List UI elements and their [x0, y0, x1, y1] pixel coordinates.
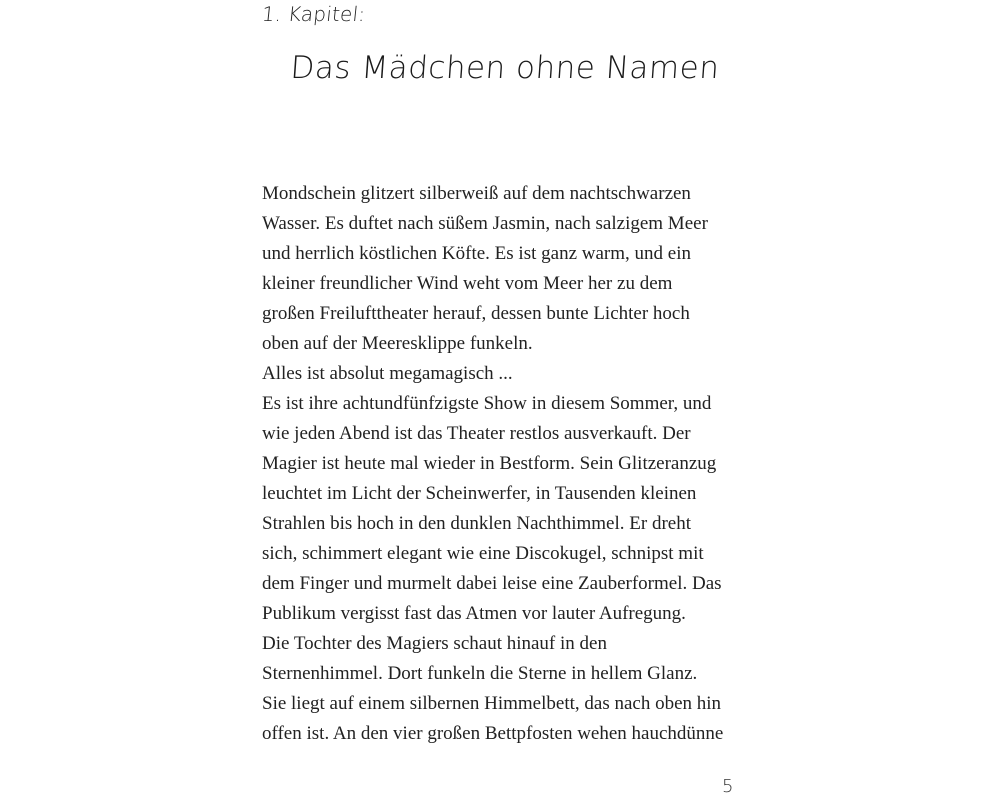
text-line: und herrlich köstlichen Köfte. Es ist ganz warm, und ein — [262, 243, 691, 264]
text-line: offen ist. An den vier großen Bettpfosten wehen hauchdünne — [262, 723, 724, 744]
page-number: 5 — [722, 776, 734, 797]
text-line: Sie liegt auf einem silbernen Himmelbett, das nach oben hin — [262, 693, 722, 714]
text-line: Es ist ihre achtundfünfzigste Show in diesem Sommer, und — [262, 393, 712, 414]
text-line: oben auf der Meeresklippe funkeln. — [262, 333, 533, 354]
text-line: leuchtet im Licht der Scheinwerfer, in Tausenden kleinen — [262, 483, 697, 504]
text-line: Mondschein glitzert silberweiß auf dem nachtschwarzen — [262, 183, 691, 204]
text-line: Wasser. Es duftet nach süßem Jasmin, nach salzigem Meer — [262, 213, 708, 234]
text-line: Alles ist absolut megamagisch ... — [262, 363, 513, 384]
body-text — [262, 179, 752, 749]
text-line: großen Freilufttheater herauf, dessen bunte Lichter hoch — [262, 303, 690, 324]
text-line: Magier ist heute mal wieder in Bestform. Sein Glitzeranzug — [262, 453, 717, 474]
text-line: wie jeden Abend ist das Theater restlos ausverkauft. Der — [262, 423, 691, 444]
chapter-title: Das Mädchen ohne Namen — [289, 50, 721, 86]
text-line: kleiner freundlicher Wind weht vom Meer her zu dem — [262, 273, 673, 294]
chapter-label: 1. Kapitel: — [260, 2, 367, 26]
text-line: Strahlen bis hoch in den dunklen Nachthimmel. Er dreht — [262, 513, 691, 534]
text-line: Die Tochter des Magiers schaut hinauf in den — [262, 633, 607, 654]
text-line: dem Finger und murmelt dabei leise eine Zauberformel. Das — [262, 573, 722, 594]
text-line: Publikum vergisst fast das Atmen vor lauter Aufregung. — [262, 603, 686, 624]
text-line: sich, schimmert elegant wie eine Discokugel, schnipst mit — [262, 543, 704, 564]
text-line: Sternenhimmel. Dort funkeln die Sterne in hellem Glanz. — [262, 663, 698, 684]
